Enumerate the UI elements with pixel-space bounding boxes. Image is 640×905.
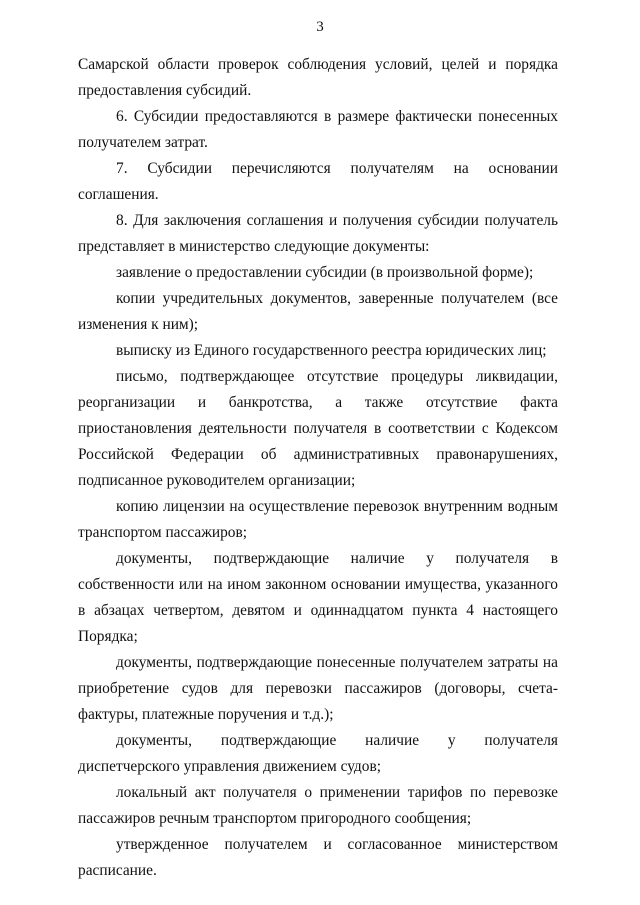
paragraph-2: 6. Субсидии предоставляются в размере фактически понесенных получателем затрат. [78,108,558,151]
document-body [78,52,558,884]
paragraph-1: Самарской области проверок соблюдения условий, целей и порядка предоставления субсидий. [78,56,558,99]
paragraph-10: документы, подтверждающие наличие у получателя в собственности или на ином законном основании имущества, указанного в абзацах четвертом, девятом и одиннадцатом пункта 4 настоящего Порядка; [78,550,558,645]
paragraph-9: копию лицензии на осуществление перевозок внутренним водным транспортом пассажиров; [78,498,558,541]
page-number: 3 [316,19,324,35]
paragraph-7: выписку из Единого государственного реестра юридических лиц; [116,342,547,359]
paragraph-3: 7. Субсидии перечисляются получателям на основании соглашения. [78,160,558,203]
paragraph-4: 8. Для заключения соглашения и получения субсидии получатель представляет в министерство следующие документы: [78,212,558,255]
paragraph-6: копии учредительных документов, заверенные получателем (все изменения к ним); [78,290,558,333]
paragraph-13: локальный акт получателя о применении тарифов по перевозке пассажиров речным транспортом пригородного сообщения; [78,784,558,827]
paragraph-14: утвержденное получателем и согласованное министерством расписание. [78,836,558,879]
paragraph-11: документы, подтверждающие понесенные получателем затраты на приобретение судов для перевозки пассажиров (договоры, счета-фактуры, платежные поручения и т.д.); [78,654,558,723]
paragraph-5: заявление о предоставлении субсидии (в произвольной форме); [116,264,534,281]
paragraph-12: документы, подтверждающие наличие у получателя диспетчерского управления движением судов; [78,732,558,775]
paragraph-8: письмо, подтверждающее отсутствие процедуры ликвидации, реорганизации и банкротства, а также отсутствие факта приостановления деятельности получателя в соответствии с Кодексом Российской Федерации об административных правонарушениях, подписанное руководителем организации; [78,368,558,489]
